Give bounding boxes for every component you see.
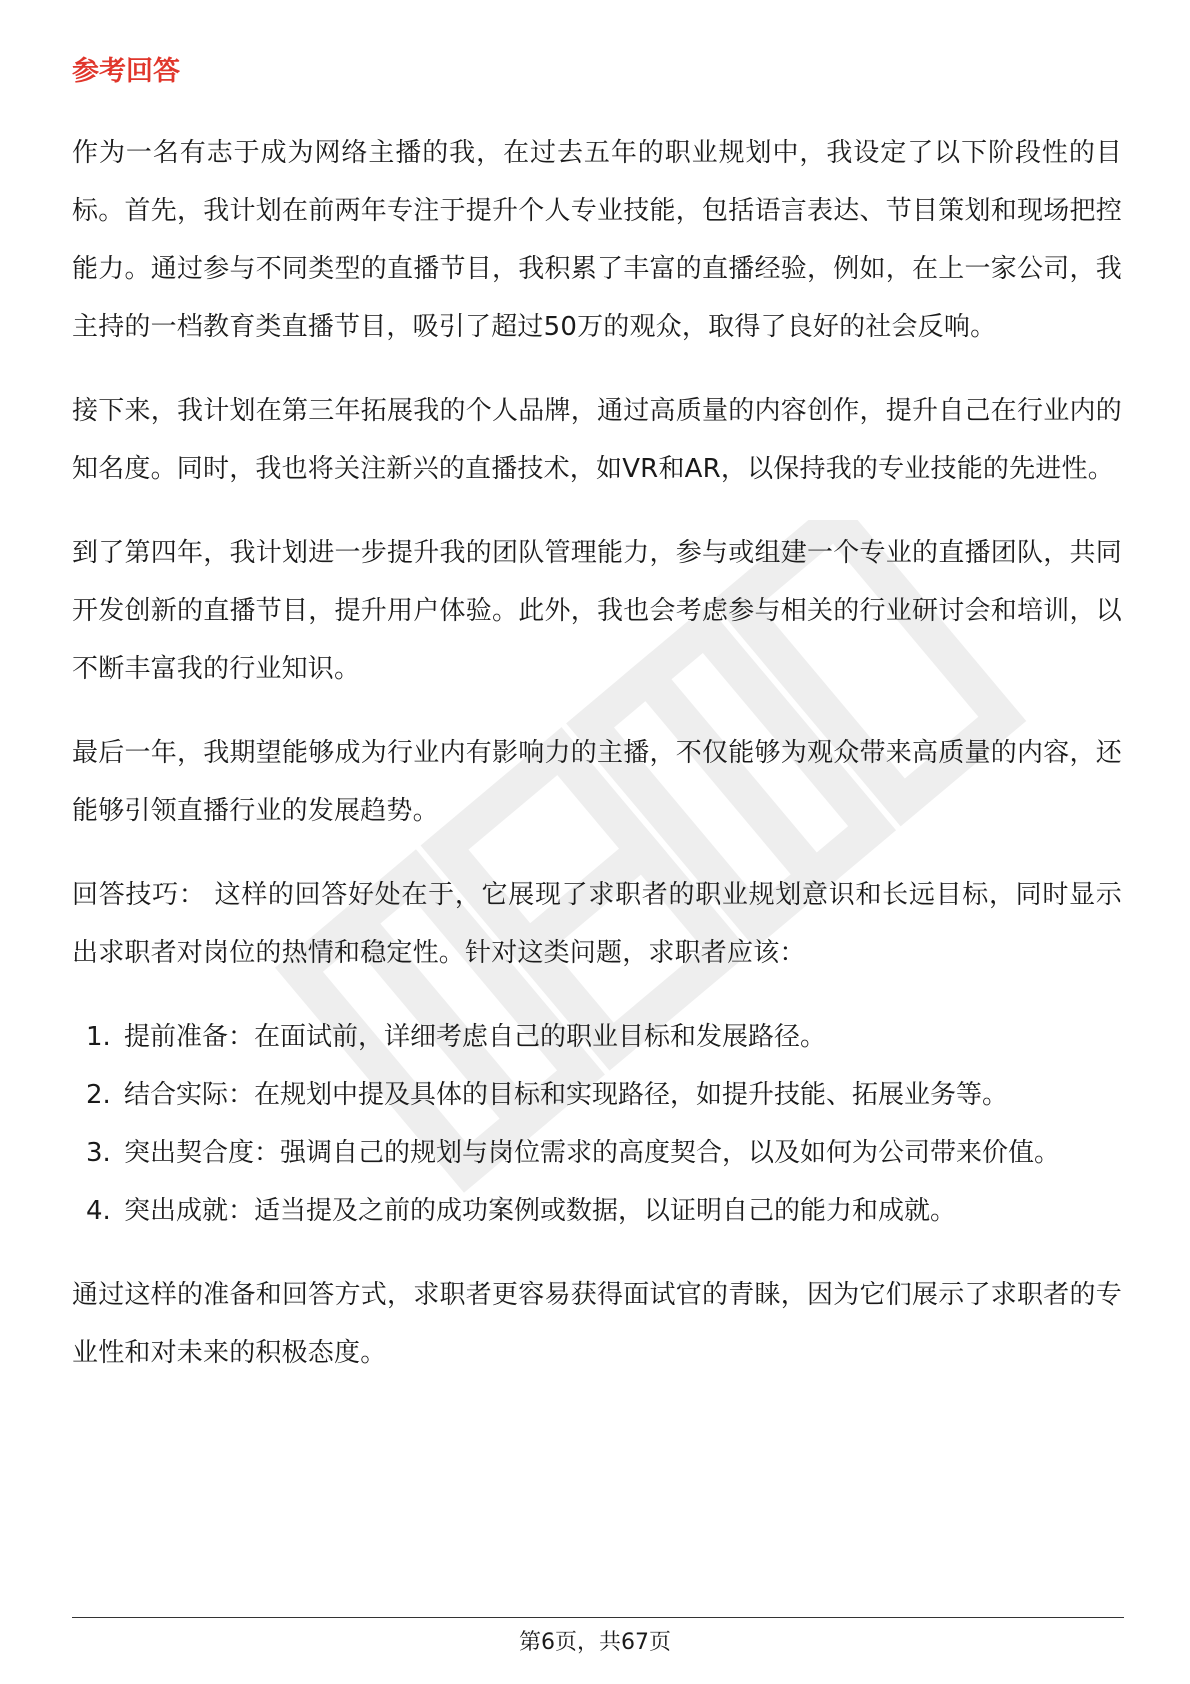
list-item (72, 1124, 1122, 1182)
list-item-number: 1. (86, 1022, 111, 1052)
list-item-text: 提前准备：在面试前，详细考虑自己的职业目标和发展路径。 (124, 1022, 827, 1052)
main-content (72, 48, 1122, 1408)
list-item (72, 1008, 1122, 1066)
list-item-number: 2. (86, 1080, 111, 1110)
list-item-text: 突出契合度：强调自己的规划与岗位需求的高度契合，以及如何为公司带来价值。 (124, 1138, 1061, 1168)
footer-divider (72, 1617, 1124, 1618)
page-number: 第6页，共67页 (519, 1630, 671, 1655)
paragraph-year-four: 到了第四年，我计划进一步提升我的团队管理能力，参与或组建一个专业的直播团队，共同开发创新的直播节目，提升用户体验。此外，我也会考虑参与相关的行业研讨会和培训，以不断丰富我的行业知识。 (72, 538, 1122, 684)
tips-list (72, 1008, 1122, 1240)
list-item (72, 1066, 1122, 1124)
paragraph-intro: 作为一名有志于成为网络主播的我，在过去五年的职业规划中，我设定了以下阶段性的目标。首先，我计划在前两年专注于提升个人专业技能，包括语言表达、节目策划和现场把控能力。通过参与不同类型的直播节目，我积累了丰富的直播经验，例如，在上一家公司，我主持的一档教育类直播节目，吸引了超过50万的观众，取得了良好的社会反响。 (72, 138, 1122, 342)
list-item-text: 突出成就：适当提及之前的成功案例或数据，以证明自己的能力和成就。 (124, 1196, 957, 1226)
paragraph-closing: 通过这样的准备和回答方式，求职者更容易获得面试官的青睐，因为它们展示了求职者的专业性和对未来的积极态度。 (72, 1280, 1122, 1368)
list-item-text: 结合实际：在规划中提及具体的目标和实现路径，如提升技能、拓展业务等。 (124, 1080, 1009, 1110)
paragraph-answer-tips: 回答技巧： 这样的回答好处在于，它展现了求职者的职业规划意识和长远目标，同时显示出求职者对岗位的热情和稳定性。针对这类问题，求职者应该： (72, 880, 1123, 968)
section-heading: 参考回答 (72, 56, 180, 87)
paragraph-year-three: 接下来，我计划在第三年拓展我的个人品牌，通过高质量的内容创作，提升自己在行业内的知名度。同时，我也将关注新兴的直播技术，如VR和AR，以保持我的专业技能的先进性。 (72, 396, 1122, 484)
list-item (72, 1182, 1122, 1240)
paragraph-final-year: 最后一年，我期望能够成为行业内有影响力的主播，不仅能够为观众带来高质量的内容，还能够引领直播行业的发展趋势。 (72, 738, 1122, 826)
list-item-number: 4. (86, 1196, 111, 1226)
list-item-number: 3. (86, 1138, 111, 1168)
